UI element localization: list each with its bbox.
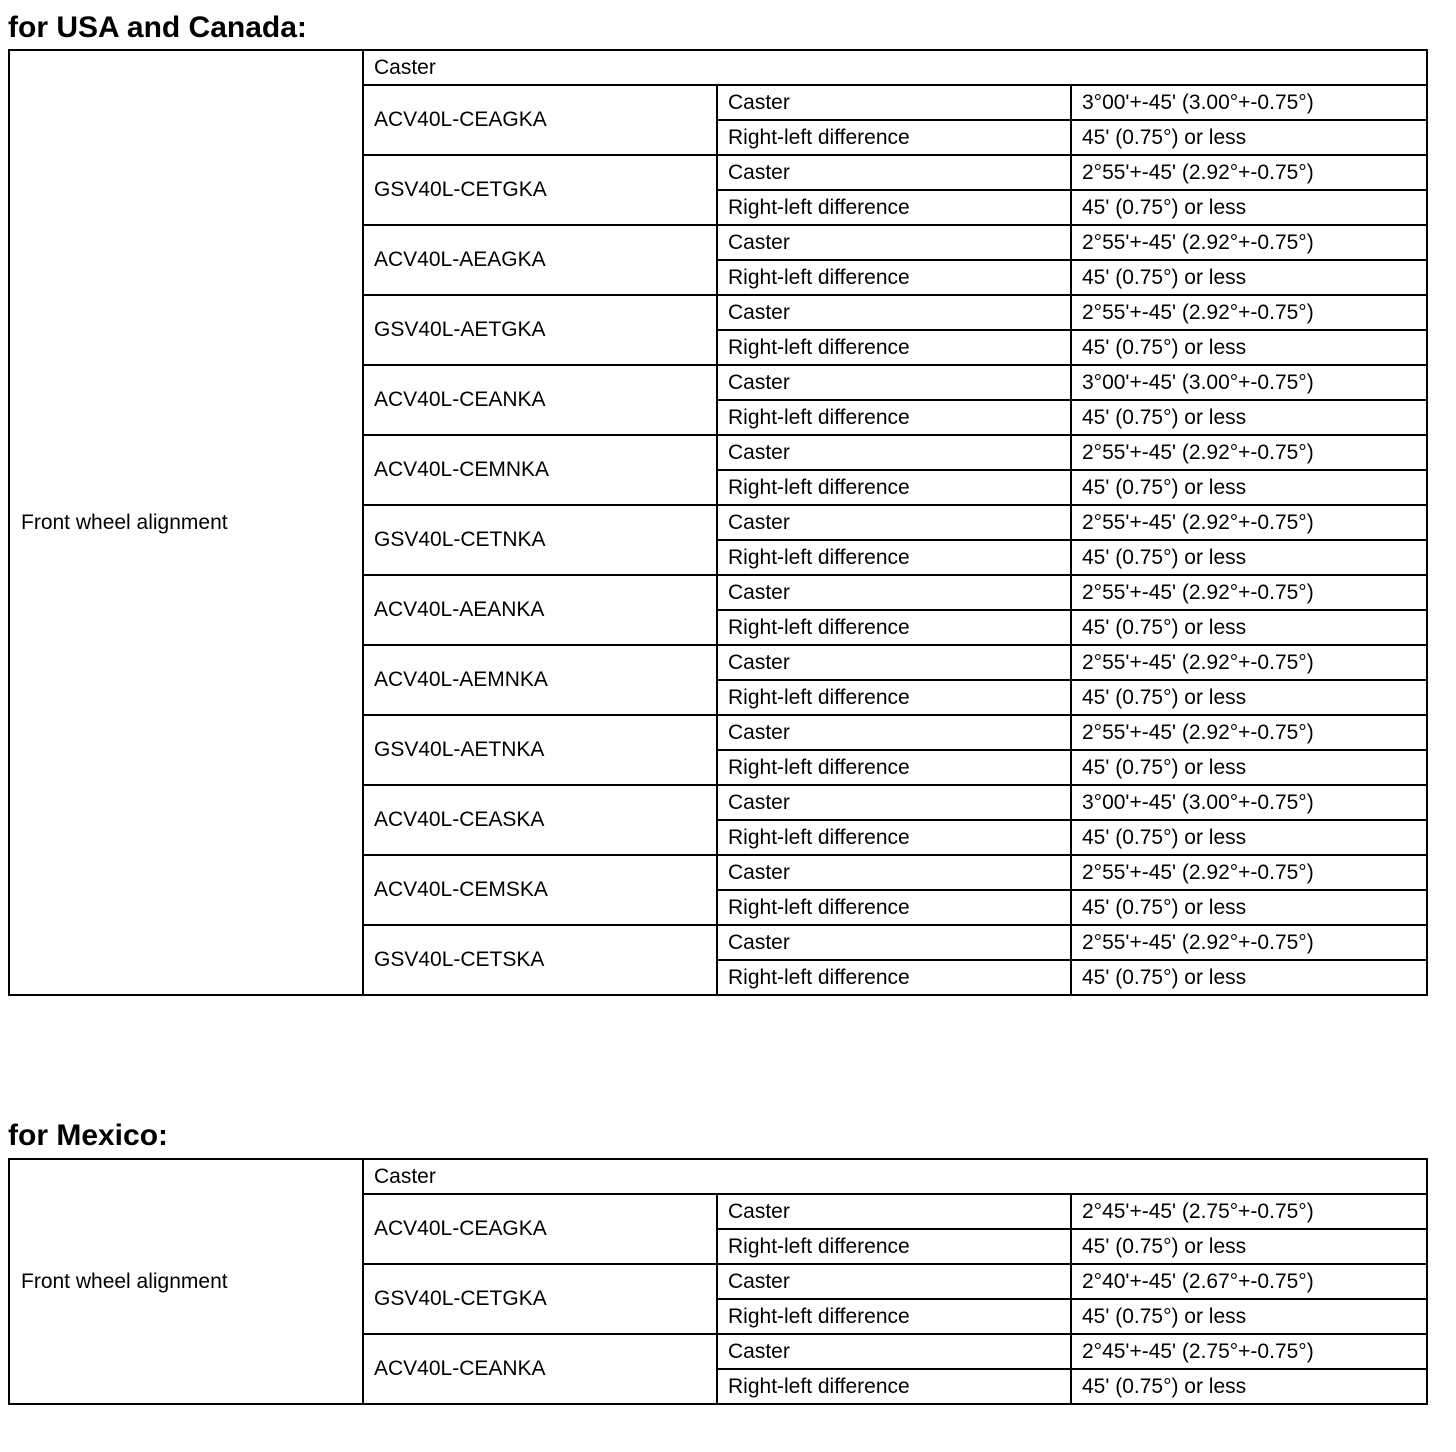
caster-value: 3°00'+-45' (3.00°+-0.75°) xyxy=(1071,85,1427,120)
model-code: ACV40L-CEAGKA xyxy=(363,85,717,155)
model-code: GSV40L-AETNKA xyxy=(363,715,717,785)
right-left-difference-value: 45' (0.75°) or less xyxy=(1071,1229,1427,1264)
group-header-row xyxy=(9,50,1427,85)
right-left-difference-value: 45' (0.75°) or less xyxy=(1071,470,1427,505)
caster-value: 2°45'+-45' (2.75°+-0.75°) xyxy=(1071,1194,1427,1229)
right-left-difference-label: Right-left difference xyxy=(717,960,1071,995)
caster-label: Caster xyxy=(717,575,1071,610)
caster-label: Caster xyxy=(717,925,1071,960)
group-header-caster: Caster xyxy=(363,50,1427,85)
right-left-difference-value: 45' (0.75°) or less xyxy=(1071,190,1427,225)
caster-value: 2°55'+-45' (2.92°+-0.75°) xyxy=(1071,225,1427,260)
model-code: ACV40L-AEMNKA xyxy=(363,645,717,715)
caster-label: Caster xyxy=(717,505,1071,540)
model-code: ACV40L-AEAGKA xyxy=(363,225,717,295)
row-label: Front wheel alignment xyxy=(9,50,363,995)
group-header-caster: Caster xyxy=(363,1159,1427,1194)
right-left-difference-value: 45' (0.75°) or less xyxy=(1071,610,1427,645)
right-left-difference-value: 45' (0.75°) or less xyxy=(1071,540,1427,575)
right-left-difference-value: 45' (0.75°) or less xyxy=(1071,680,1427,715)
section-heading-mexico: for Mexico: xyxy=(8,1119,169,1152)
model-code: ACV40L-AEANKA xyxy=(363,575,717,645)
caster-label: Caster xyxy=(717,85,1071,120)
right-left-difference-value: 45' (0.75°) or less xyxy=(1071,1299,1427,1334)
caster-label: Caster xyxy=(717,365,1071,400)
right-left-difference-label: Right-left difference xyxy=(717,890,1071,925)
right-left-difference-value: 45' (0.75°) or less xyxy=(1071,820,1427,855)
caster-label: Caster xyxy=(717,1334,1071,1369)
right-left-difference-label: Right-left difference xyxy=(717,190,1071,225)
model-code: ACV40L-CEMNKA xyxy=(363,435,717,505)
model-code: ACV40L-CEANKA xyxy=(363,365,717,435)
caster-value: 2°55'+-45' (2.92°+-0.75°) xyxy=(1071,295,1427,330)
caster-value: 2°45'+-45' (2.75°+-0.75°) xyxy=(1071,1334,1427,1369)
caster-label: Caster xyxy=(717,1194,1071,1229)
caster-label: Caster xyxy=(717,785,1071,820)
model-code: GSV40L-CETGKA xyxy=(363,1264,717,1334)
right-left-difference-label: Right-left difference xyxy=(717,680,1071,715)
caster-spec-table-mexico xyxy=(8,1158,1428,1405)
caster-value: 2°55'+-45' (2.92°+-0.75°) xyxy=(1071,715,1427,750)
caster-label: Caster xyxy=(717,155,1071,190)
model-code: GSV40L-AETGKA xyxy=(363,295,717,365)
right-left-difference-value: 45' (0.75°) or less xyxy=(1071,750,1427,785)
model-code: ACV40L-CEMSKA xyxy=(363,855,717,925)
right-left-difference-value: 45' (0.75°) or less xyxy=(1071,120,1427,155)
caster-label: Caster xyxy=(717,295,1071,330)
right-left-difference-value: 45' (0.75°) or less xyxy=(1071,960,1427,995)
right-left-difference-value: 45' (0.75°) or less xyxy=(1071,330,1427,365)
right-left-difference-label: Right-left difference xyxy=(717,470,1071,505)
caster-label: Caster xyxy=(717,435,1071,470)
right-left-difference-label: Right-left difference xyxy=(717,120,1071,155)
right-left-difference-value: 45' (0.75°) or less xyxy=(1071,260,1427,295)
right-left-difference-value: 45' (0.75°) or less xyxy=(1071,1369,1427,1404)
caster-value: 2°55'+-45' (2.92°+-0.75°) xyxy=(1071,435,1427,470)
caster-value: 3°00'+-45' (3.00°+-0.75°) xyxy=(1071,785,1427,820)
row-label: Front wheel alignment xyxy=(9,1159,363,1404)
caster-label: Caster xyxy=(717,715,1071,750)
caster-label: Caster xyxy=(717,855,1071,890)
model-code: GSV40L-CETNKA xyxy=(363,505,717,575)
model-code: ACV40L-CEASKA xyxy=(363,785,717,855)
caster-value: 2°55'+-45' (2.92°+-0.75°) xyxy=(1071,575,1427,610)
section-heading-usa: for USA and Canada: xyxy=(8,11,307,44)
right-left-difference-label: Right-left difference xyxy=(717,820,1071,855)
caster-label: Caster xyxy=(717,645,1071,680)
model-code: ACV40L-CEAGKA xyxy=(363,1194,717,1264)
caster-value: 2°55'+-45' (2.92°+-0.75°) xyxy=(1071,925,1427,960)
caster-value: 2°40'+-45' (2.67°+-0.75°) xyxy=(1071,1264,1427,1299)
right-left-difference-label: Right-left difference xyxy=(717,1369,1071,1404)
right-left-difference-label: Right-left difference xyxy=(717,1299,1071,1334)
caster-value: 2°55'+-45' (2.92°+-0.75°) xyxy=(1071,855,1427,890)
right-left-difference-label: Right-left difference xyxy=(717,260,1071,295)
right-left-difference-label: Right-left difference xyxy=(717,400,1071,435)
model-code: ACV40L-CEANKA xyxy=(363,1334,717,1404)
model-code: GSV40L-CETGKA xyxy=(363,155,717,225)
right-left-difference-label: Right-left difference xyxy=(717,750,1071,785)
caster-value: 2°55'+-45' (2.92°+-0.75°) xyxy=(1071,505,1427,540)
caster-label: Caster xyxy=(717,225,1071,260)
right-left-difference-label: Right-left difference xyxy=(717,1229,1071,1264)
right-left-difference-value: 45' (0.75°) or less xyxy=(1071,890,1427,925)
caster-value: 2°55'+-45' (2.92°+-0.75°) xyxy=(1071,155,1427,190)
right-left-difference-label: Right-left difference xyxy=(717,540,1071,575)
model-code: GSV40L-CETSKA xyxy=(363,925,717,995)
caster-label: Caster xyxy=(717,1264,1071,1299)
caster-value: 3°00'+-45' (3.00°+-0.75°) xyxy=(1071,365,1427,400)
caster-spec-table-usa xyxy=(8,49,1428,996)
right-left-difference-label: Right-left difference xyxy=(717,610,1071,645)
group-header-row xyxy=(9,1159,1427,1194)
right-left-difference-label: Right-left difference xyxy=(717,330,1071,365)
caster-value: 2°55'+-45' (2.92°+-0.75°) xyxy=(1071,645,1427,680)
right-left-difference-value: 45' (0.75°) or less xyxy=(1071,400,1427,435)
